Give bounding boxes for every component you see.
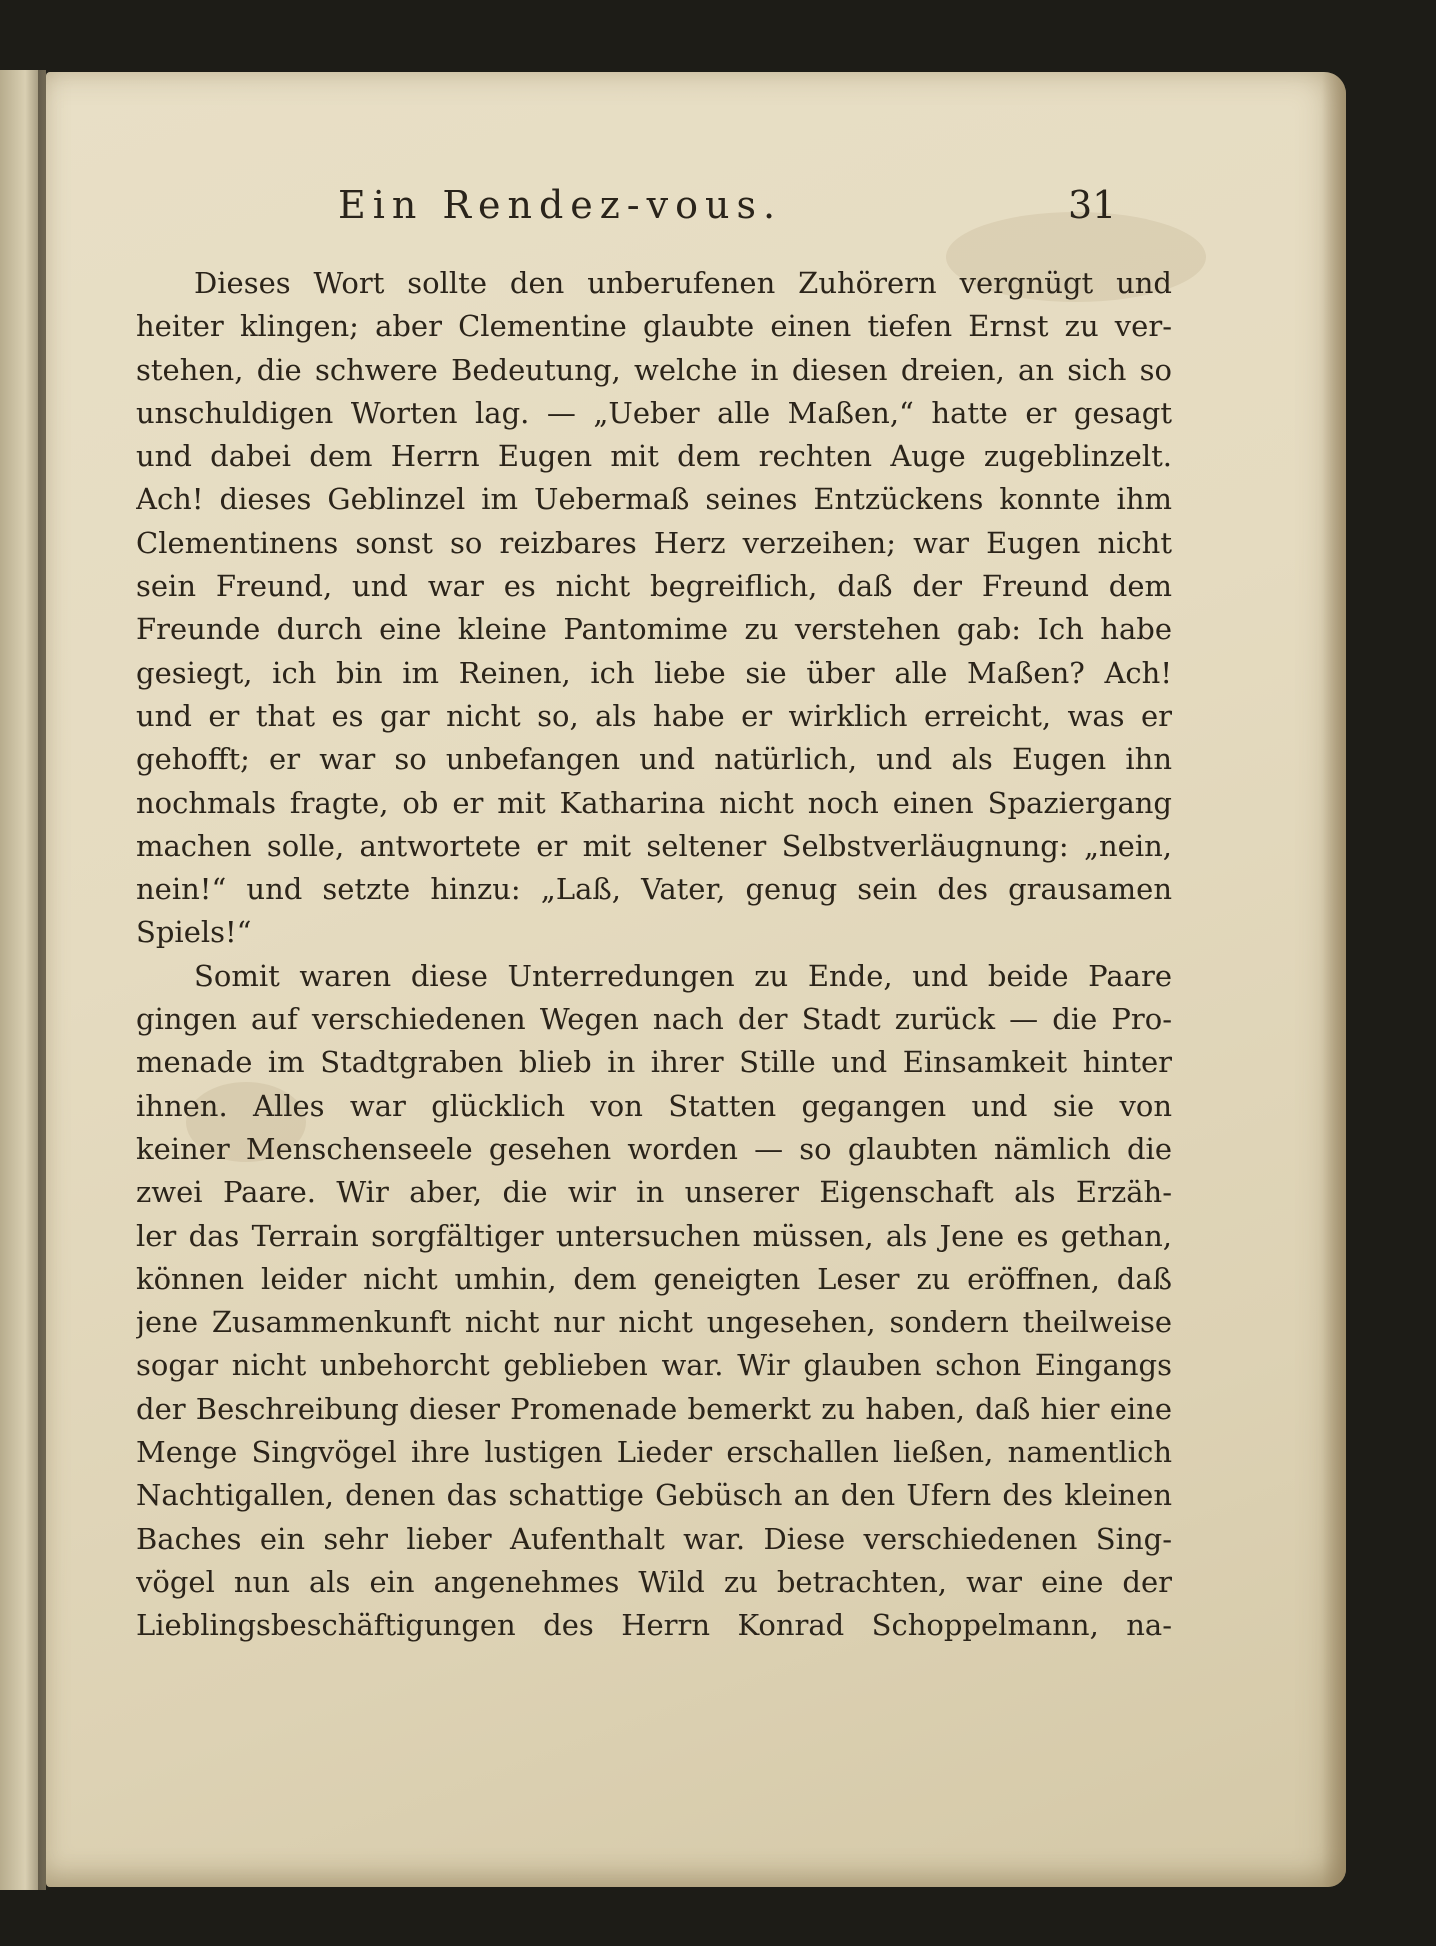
text-line: Ach! dieses Geblinzel im Uebermaß seines Entzückens konnte ihm [136, 482, 1172, 517]
text-line: machen solle, antwortete er mit seltener Selbstverläugnung: „nein, [136, 828, 1172, 863]
text-line: vögel nun als ein angenehmes Wild zu betrachten, war eine der [136, 1564, 1172, 1599]
text-line: und dabei dem Herrn Eugen mit dem rechten Auge zugeblinzelt. [136, 439, 1172, 474]
text-line: heiter klingen; aber Clementine glaubte einen tiefen Ernst zu ver- [136, 309, 1172, 344]
text-line: menade im Stadtgraben blieb in ihrer Stille und Einsamkeit hinter [136, 1045, 1172, 1080]
text-line: Nachtigallen, denen das schattige Gebüsch an den Ufern des kleinen [136, 1478, 1172, 1513]
text-line: Menge Singvögel ihre lustigen Lieder erschallen ließen, namentlich [136, 1435, 1172, 1470]
text-line: nochmals fragte, ob er mit Katharina nicht noch einen Spaziergang [136, 785, 1172, 820]
page-edge-shadow [1322, 72, 1346, 1887]
text-line: sein Freund, und war es nicht begreiflich, daß der Freund dem [136, 569, 1172, 604]
text-line: ler das Terrain sorgfältiger untersuchen müssen, als Jene es gethan, [136, 1218, 1172, 1253]
text-line: und er that es gar nicht so, als habe er wirklich erreicht, was er [136, 698, 1172, 733]
text-line: nein!“ und setzte hinzu: „Laß, Vater, genug sein des grausamen [136, 872, 1172, 907]
text-line: sogar nicht unbehorcht geblieben war. Wir glauben schon Eingangs [136, 1348, 1172, 1383]
text-line: gingen auf verschiedenen Wegen nach der Stadt zurück — die Pro- [136, 1002, 1172, 1037]
text-line: Clementinens sonst so reizbares Herz verzeihen; war Eugen nicht [136, 525, 1172, 560]
text-line: jene Zusammenkunft nicht nur nicht ungesehen, sondern theilweise [136, 1305, 1172, 1340]
text-line: der Beschreibung dieser Promenade bemerkt zu haben, daß hier eine [136, 1391, 1172, 1426]
text-line: gehofft; er war so unbefangen und natürlich, und als Eugen ihn [136, 742, 1172, 777]
text-line: keiner Menschenseele gesehen worden — so glaubten nämlich die [136, 1131, 1172, 1166]
text-line: Lieblingsbeschäftigungen des Herrn Konrad Schoppelmann, na- [136, 1608, 1172, 1643]
page-number: 31 [1068, 183, 1117, 227]
text-line: können leider nicht umhin, dem geneigten Leser zu eröffnen, daß [136, 1261, 1172, 1296]
text-line: Freunde durch eine kleine Pantomime zu verstehen gab: Ich habe [136, 612, 1172, 647]
text-line: gesiegt, ich bin im Reinen, ich liebe sie über alle Maßen? Ach! [136, 655, 1172, 690]
text-line: Baches ein sehr lieber Aufenthalt war. Diese verschiedenen Sing- [136, 1521, 1172, 1556]
running-head [0, 183, 1436, 253]
text-line: Spiels!“ [136, 915, 252, 950]
text-line: unschuldigen Worten lag. — „Ueber alle Maßen,“ hatte er gesagt [136, 395, 1172, 430]
text-line: Dieses Wort sollte den unberufenen Zuhörern vergnügt und [194, 266, 1172, 300]
text-line: Somit waren diese Unterredungen zu Ende, und beide Paare [194, 958, 1172, 993]
text-line: ihnen. Alles war glücklich von Statten gegangen und sie von [136, 1088, 1172, 1123]
running-head-title: Ein Rendez-vous. [337, 183, 783, 227]
body-text [136, 262, 1172, 1648]
text-line: zwei Paare. Wir aber, die wir in unserer Eigenschaft als Erzäh- [136, 1175, 1172, 1210]
text-line: stehen, die schwere Bedeutung, welche in diesen dreien, an sich so [136, 352, 1172, 387]
